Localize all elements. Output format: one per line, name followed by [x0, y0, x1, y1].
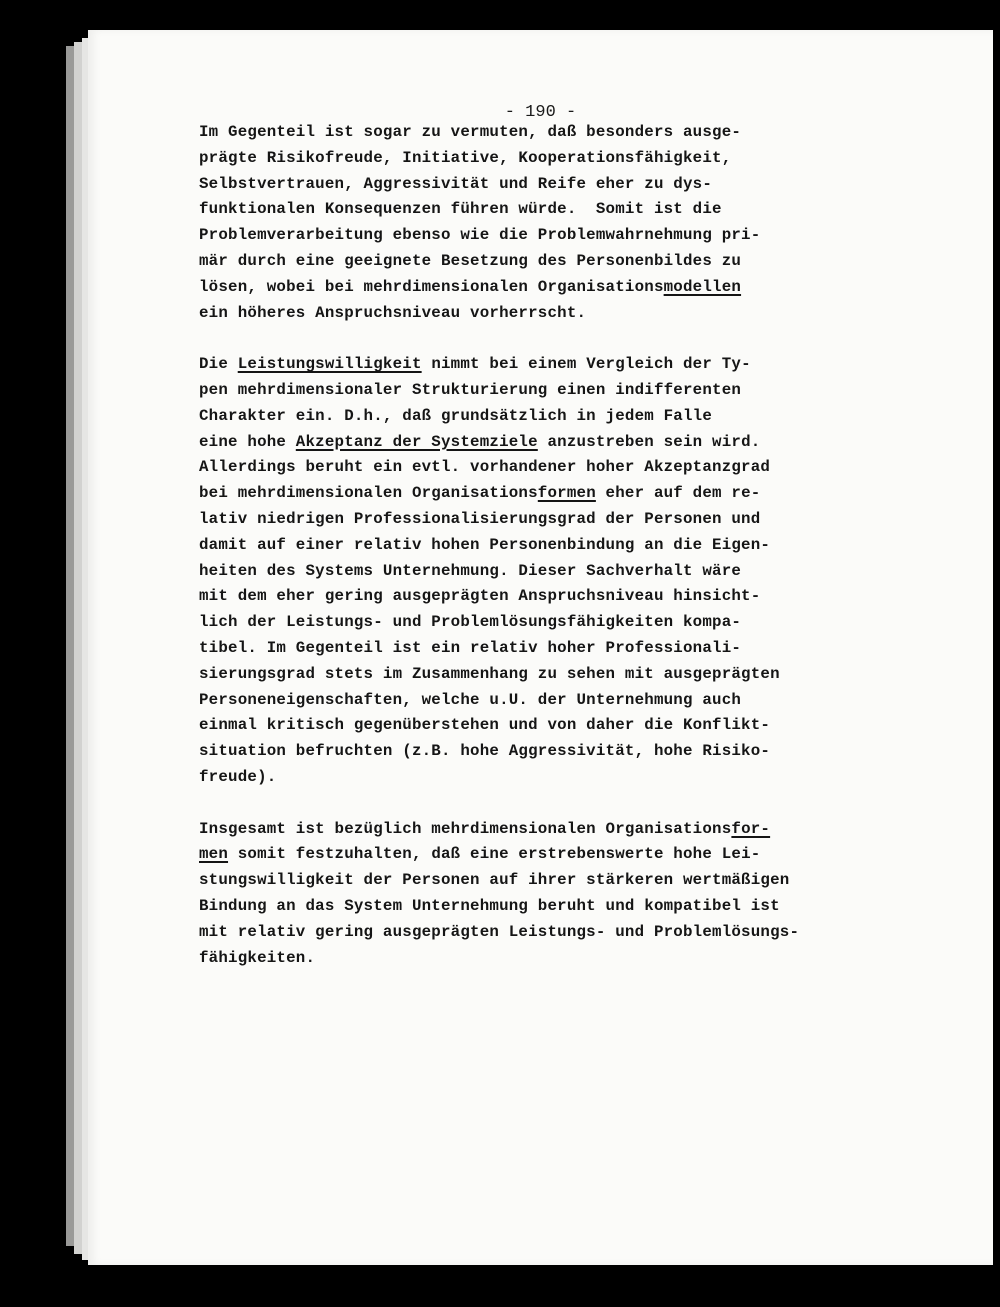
body-text	[199, 120, 849, 997]
text-line	[199, 559, 849, 585]
text-line	[199, 430, 849, 456]
text-line	[199, 404, 849, 430]
text-segment: fähigkeiten.	[199, 948, 316, 967]
text-line	[199, 378, 849, 404]
text-line	[199, 610, 849, 636]
underlined-text: Akzeptanz der Systemziele	[295, 432, 538, 451]
page-number: - 190 -	[504, 103, 577, 122]
text-segment: Im Gegenteil ist sogar zu vermuten, daß besonders ausge-	[199, 123, 742, 141]
text-line	[199, 688, 849, 714]
text-segment: funktionalen Konsequenzen führen würde. Somit ist die	[199, 200, 722, 219]
text-segment: Insgesamt ist bezüglich mehrdimensionalen Organisations	[199, 819, 732, 838]
text-segment: lativ niedrigen Professionalisierungsgrad der Personen und	[199, 509, 761, 528]
text-segment: eine hohe	[199, 432, 296, 451]
text-line	[199, 455, 849, 481]
text-segment: mit relativ gering ausgeprägten Leistungs- und Problemlösungs-	[199, 922, 800, 941]
text-segment: Charakter ein. D.h., daß grundsätzlich in jedem Falle	[199, 406, 713, 425]
paragraph	[199, 352, 849, 791]
text-segment: damit auf einer relativ hohen Personenbindung an die Eigen-	[199, 535, 771, 554]
text-line	[199, 842, 849, 868]
text-line	[199, 120, 849, 146]
text-line	[199, 352, 849, 378]
text-segment: Bindung an das System Unternehmung beruht und kompatibel ist	[199, 896, 780, 915]
underlined-text: Leistungswilligkeit	[237, 355, 422, 374]
text-line	[199, 533, 849, 559]
text-line	[199, 507, 849, 533]
text-segment: heiten des Systems Unternehmung. Dieser Sachverhalt wäre	[199, 561, 742, 580]
paragraph	[199, 817, 849, 972]
text-segment: eher auf dem re-	[595, 484, 761, 503]
text-line	[199, 197, 849, 223]
text-segment: prägte Risikofreude, Initiative, Kooperationsfähigkeit,	[199, 148, 732, 167]
text-segment: anzustreben sein wird.	[537, 432, 761, 451]
underlined-text: for-	[731, 819, 771, 838]
underlined-text: men	[199, 845, 229, 864]
text-segment: lich der Leistungs- und Problemlösungsfähigkeiten kompa-	[199, 613, 742, 632]
text-segment: einmal kritisch gegenüberstehen und von daher die Konflikt-	[199, 716, 771, 735]
text-line	[199, 223, 849, 249]
text-line	[199, 584, 849, 610]
text-line	[199, 817, 849, 843]
text-line	[199, 636, 849, 662]
paragraph	[199, 120, 849, 326]
text-segment: nimmt bei einem Vergleich der Ty-	[421, 355, 751, 374]
text-line	[199, 739, 849, 765]
underlined-text: formen	[537, 484, 596, 503]
text-segment: pen mehrdimensionaler Strukturierung einen indifferenten	[199, 380, 742, 399]
text-line	[199, 301, 849, 327]
text-segment: sierungsgrad stets im Zusammenhang zu sehen mit ausgeprägten	[199, 664, 780, 683]
text-segment: Die	[199, 355, 238, 374]
text-line	[199, 662, 849, 688]
text-segment: stungswilligkeit der Personen auf ihrer stärkeren wertmäßigen	[199, 871, 790, 890]
text-line	[199, 946, 849, 972]
text-line	[199, 765, 849, 791]
text-segment: bei mehrdimensionalen Organisations	[199, 484, 538, 503]
text-line	[199, 249, 849, 275]
text-segment: mär durch eine geeignete Besetzung des Personenbildes zu	[199, 251, 742, 270]
text-line	[199, 481, 849, 507]
text-line	[199, 920, 849, 946]
text-line	[199, 172, 849, 198]
page-stack-edge	[66, 46, 74, 1246]
text-line	[199, 146, 849, 172]
text-segment: freude).	[199, 767, 277, 786]
underlined-text: modellen	[663, 277, 742, 296]
text-segment: somit festzuhalten, daß eine erstrebenswerte hohe Lei-	[228, 845, 761, 864]
text-segment: Personeneigenschaften, welche u.U. der Unternehmung auch	[199, 690, 742, 709]
text-segment: tibel. Im Gegenteil ist ein relativ hoher Professionali-	[199, 638, 742, 657]
page-stack-edge	[74, 42, 82, 1254]
text-segment: Selbstvertrauen, Aggressivität und Reife eher zu dys-	[199, 174, 713, 193]
text-line	[199, 713, 849, 739]
text-line	[199, 868, 849, 894]
text-segment: Problemverarbeitung ebenso wie die Problemwahrnehmung pri-	[199, 226, 761, 245]
text-segment: ein höheres Anspruchsniveau vorherrscht.	[199, 303, 587, 322]
text-line	[199, 275, 849, 301]
text-segment: situation befruchten (z.B. hohe Aggressivität, hohe Risiko-	[199, 742, 771, 761]
text-segment: Allerdings beruht ein evtl. vorhandener hoher Akzeptanzgrad	[199, 458, 771, 477]
text-segment: lösen, wobei bei mehrdimensionalen Organisations	[199, 277, 664, 296]
text-line	[199, 894, 849, 920]
text-segment: mit dem eher gering ausgeprägten Anspruchsniveau hinsicht-	[199, 587, 761, 606]
